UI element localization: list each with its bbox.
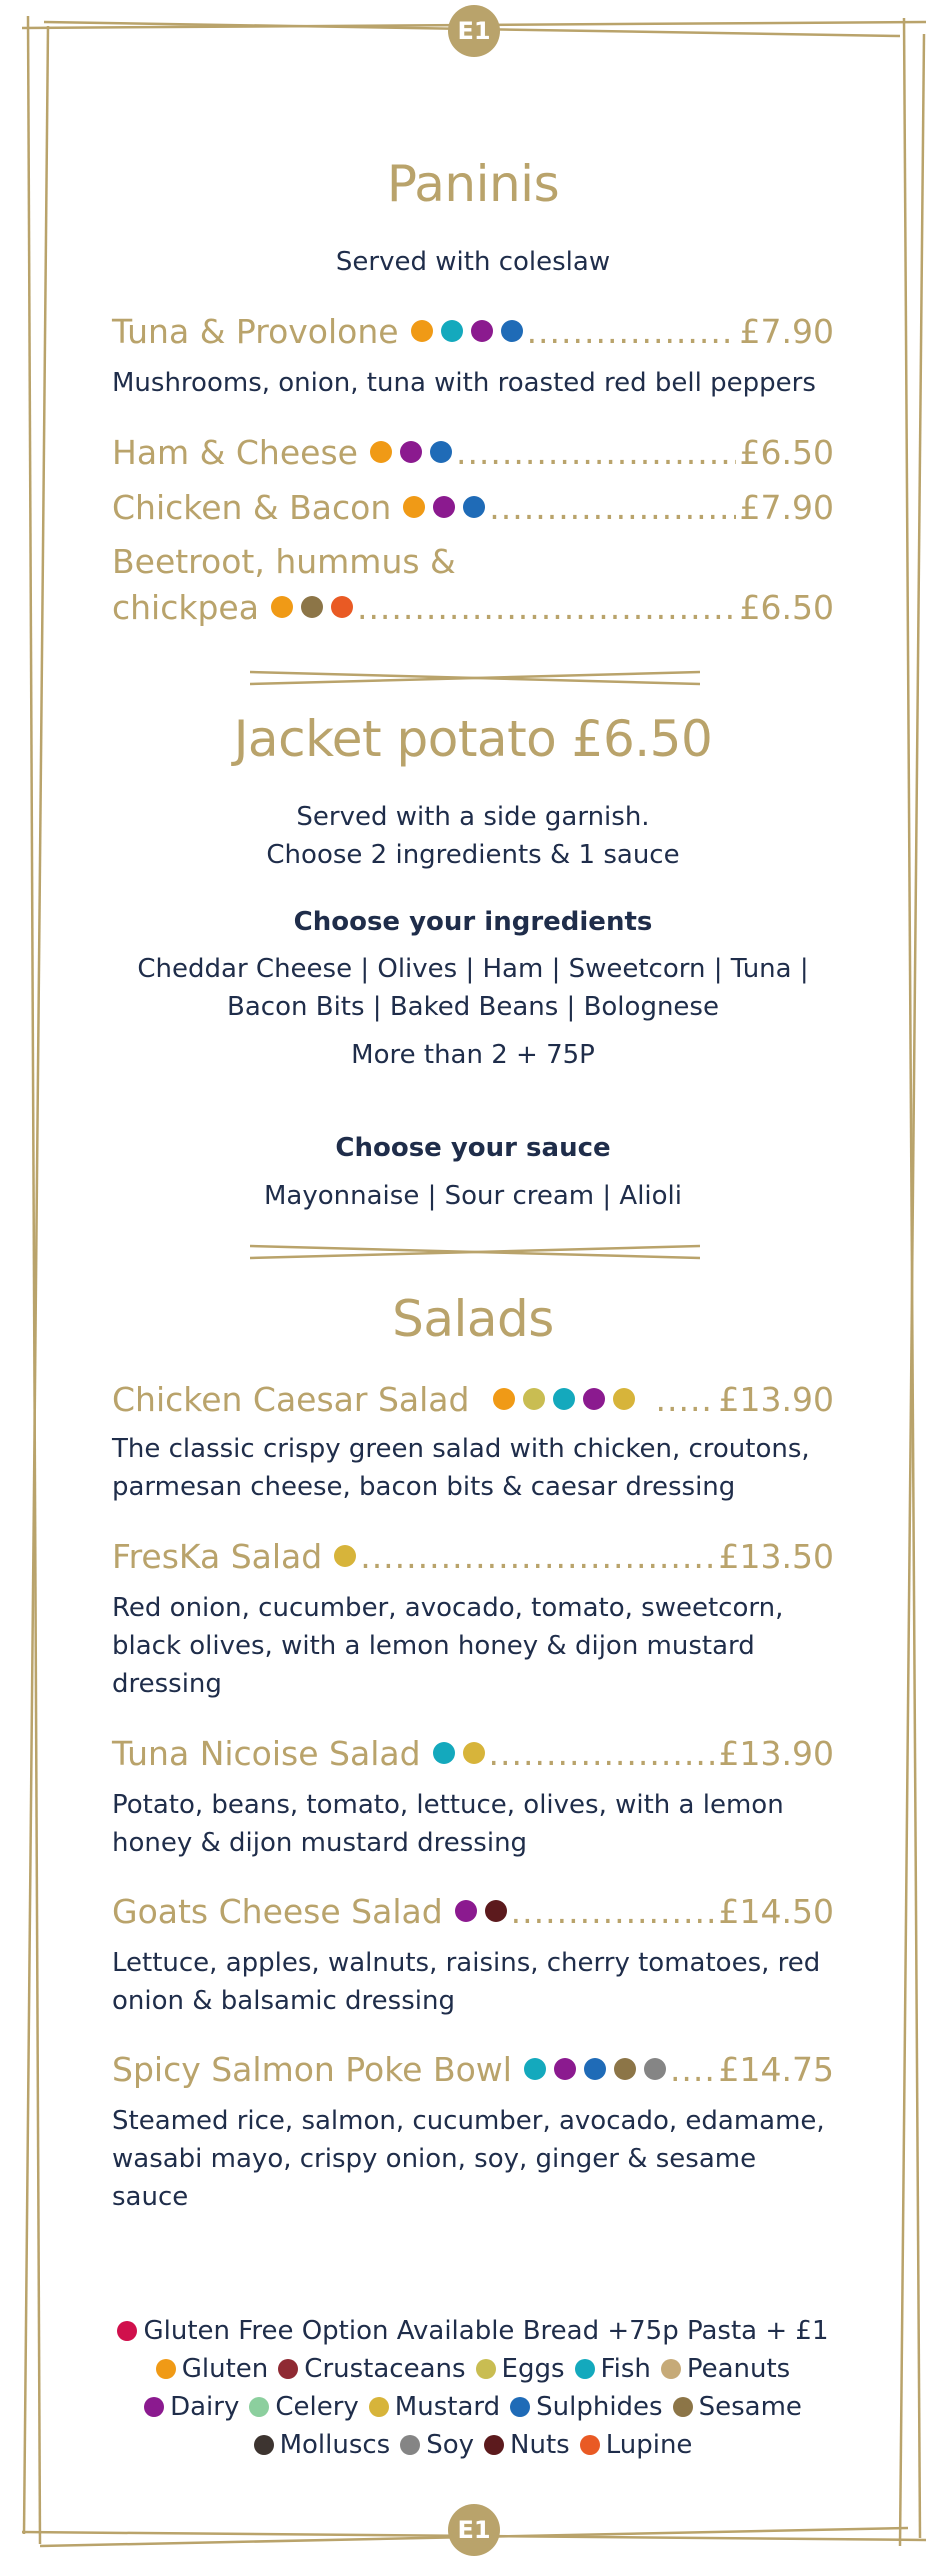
menu-item-freska xyxy=(112,1535,834,1579)
legend-label: Molluscs xyxy=(279,2430,391,2460)
legend-nuts xyxy=(484,2426,570,2464)
legend-label: Sulphides xyxy=(536,2392,663,2422)
gluten-dot-icon xyxy=(493,1388,515,1410)
legend-eggs xyxy=(476,2350,565,2388)
item-description-line-1: Lettuce, apples, walnuts, raisins, cherry tomatoes, red xyxy=(112,1948,821,1978)
mustard-dot-icon xyxy=(613,1388,635,1410)
menu-item-ham-cheese xyxy=(112,431,834,475)
legend-gluten xyxy=(156,2350,269,2388)
item-name: FresKa Salad xyxy=(112,1537,323,1576)
section-title-salads: Salads xyxy=(392,1290,554,1348)
legend-fish xyxy=(575,2350,651,2388)
dot-leader xyxy=(456,431,736,475)
legend-label: Crustaceans xyxy=(304,2354,466,2384)
item-name: Tuna Nicoise Salad xyxy=(112,1734,421,1773)
sauce-heading: Choose your sauce xyxy=(335,1133,611,1163)
legend-label: Gluten xyxy=(181,2354,269,2384)
soy-dot-icon xyxy=(400,2435,420,2455)
item-name: Chicken Caesar Salad xyxy=(112,1380,470,1419)
nuts-dot-icon xyxy=(485,1900,507,1922)
item-name: Chicken & Bacon xyxy=(112,488,392,527)
allergen-dots xyxy=(334,1545,356,1567)
gluten-dot-icon xyxy=(403,496,425,518)
dairy-dot-icon xyxy=(455,1900,477,1922)
menu-item-goats-cheese xyxy=(112,1890,834,1934)
item-price: £7.90 xyxy=(739,312,834,351)
dairy-dot-icon xyxy=(400,441,422,463)
item-description: Mushrooms, onion, tuna with roasted red bell peppers xyxy=(112,368,816,398)
mustard-dot-icon xyxy=(369,2397,389,2417)
item-description-line-2: onion & balsamic dressing xyxy=(112,1986,455,2016)
dot-leader xyxy=(489,486,735,530)
menu-item-chicken-caesar xyxy=(112,1378,834,1422)
legend-label: Dairy xyxy=(170,2392,240,2422)
legend-label: Soy xyxy=(426,2430,475,2460)
gluten-free-dot-icon xyxy=(117,2321,137,2341)
item-price: £7.90 xyxy=(739,488,834,527)
item-description-line-2: honey & dijon mustard dressing xyxy=(112,1828,528,1858)
dairy-dot-icon xyxy=(144,2397,164,2417)
allergen-dots xyxy=(493,1388,635,1410)
item-description-line-1: The classic crispy green salad with chicken, croutons, xyxy=(112,1434,810,1464)
item-price: £14.50 xyxy=(718,1892,834,1931)
legend-label: Eggs xyxy=(501,2354,565,2384)
jacket-line-2: Choose 2 ingredients & 1 sauce xyxy=(266,840,680,870)
item-description-line-1: Steamed rice, salmon, cucumber, avocado, edamame, xyxy=(112,2106,825,2136)
allergen-dots xyxy=(370,441,452,463)
eggs-dot-icon xyxy=(523,1388,545,1410)
item-description-line-3: dressing xyxy=(112,1669,222,1699)
jacket-line-1: Served with a side garnish. xyxy=(296,802,650,832)
gluten-dot-icon xyxy=(271,596,293,618)
legend-soy xyxy=(400,2426,474,2464)
menu-item-tuna-nicoise xyxy=(112,1732,834,1776)
section-subtitle-paninis: Served with coleslaw xyxy=(335,247,611,277)
item-name: Ham & Cheese xyxy=(112,433,358,472)
fish-dot-icon xyxy=(524,2058,546,2080)
dairy-dot-icon xyxy=(471,320,493,342)
allergen-legend xyxy=(112,2312,834,2464)
extra-ingredients-note: More than 2 + 75P xyxy=(351,1040,595,1070)
legend-lupine xyxy=(580,2426,693,2464)
dot-leader xyxy=(489,1732,715,1776)
sulphides-dot-icon xyxy=(501,320,523,342)
page-badge-bottom: E1 xyxy=(448,2504,500,2556)
gluten-dot-icon xyxy=(411,320,433,342)
legend-molluscs xyxy=(254,2426,391,2464)
allergen-dots xyxy=(433,1742,485,1764)
soy-dot-icon xyxy=(644,2058,666,2080)
item-description-line-1: Red onion, cucumber, avocado, tomato, sweetcorn, xyxy=(112,1593,784,1623)
fish-dot-icon xyxy=(433,1742,455,1764)
legend-label: Sesame xyxy=(698,2392,802,2422)
item-name: Tuna & Provolone xyxy=(112,312,399,351)
item-description-line-2: black olives, with a lemon honey & dijon mustard xyxy=(112,1631,755,1661)
gluten-dot-icon xyxy=(370,441,392,463)
fish-dot-icon xyxy=(575,2359,595,2379)
sulphides-dot-icon xyxy=(430,441,452,463)
legend-peanuts xyxy=(661,2350,790,2388)
allergen-dots xyxy=(271,596,353,618)
legend-gluten-free xyxy=(117,2312,828,2350)
eggs-dot-icon xyxy=(476,2359,496,2379)
fish-dot-icon xyxy=(441,320,463,342)
legend-sulphides xyxy=(510,2388,662,2426)
ingredients-line-2: Bacon Bits | Baked Beans | Bolognese xyxy=(227,992,719,1022)
legend-label: Mustard xyxy=(394,2392,501,2422)
legend-label: Peanuts xyxy=(686,2354,791,2384)
dot-leader xyxy=(670,2048,715,2092)
legend-mustard xyxy=(369,2388,500,2426)
item-price: £13.50 xyxy=(718,1537,834,1576)
section-title-jacket-potato: Jacket potato £6.50 xyxy=(233,710,713,768)
legend-label: Celery xyxy=(275,2392,359,2422)
allergen-dots xyxy=(524,2058,666,2080)
molluscs-dot-icon xyxy=(254,2435,274,2455)
gluten-dot-icon xyxy=(156,2359,176,2379)
item-description-line-2: wasabi mayo, crispy onion, soy, ginger & sesame sauce xyxy=(112,2144,757,2212)
allergen-dots xyxy=(403,496,485,518)
legend-label: Gluten Free Option Available Bread +75p Pasta + £1 xyxy=(143,2316,829,2346)
lupine-dot-icon xyxy=(331,596,353,618)
allergen-dots xyxy=(411,320,523,342)
legend-label: Lupine xyxy=(605,2430,693,2460)
legend-row-3 xyxy=(112,2388,834,2426)
legend-crustaceans xyxy=(278,2350,465,2388)
legend-label: Nuts xyxy=(510,2430,570,2460)
dot-leader xyxy=(527,310,736,354)
sesame-dot-icon xyxy=(614,2058,636,2080)
legend-row-1 xyxy=(112,2312,834,2350)
nuts-dot-icon xyxy=(484,2435,504,2455)
legend-label: Fish xyxy=(600,2354,651,2384)
sesame-dot-icon xyxy=(301,596,323,618)
sulphides-dot-icon xyxy=(463,496,485,518)
page-badge-top: E1 xyxy=(448,5,500,57)
menu-item-beetroot xyxy=(112,586,834,630)
item-name: Goats Cheese Salad xyxy=(112,1892,443,1931)
lupine-dot-icon xyxy=(580,2435,600,2455)
item-name: Spicy Salmon Poke Bowl xyxy=(112,2050,512,2089)
legend-row-2 xyxy=(112,2350,834,2388)
dot-leader xyxy=(655,1378,714,1422)
item-price: £6.50 xyxy=(739,588,834,627)
section-title-paninis: Paninis xyxy=(386,155,560,213)
allergen-dots xyxy=(455,1900,507,1922)
dairy-dot-icon xyxy=(433,496,455,518)
item-price: £14.75 xyxy=(718,2050,834,2089)
dot-leader xyxy=(357,586,736,630)
item-description-line-1: Potato, beans, tomato, lettuce, olives, with a lemon xyxy=(112,1790,784,1820)
legend-celery xyxy=(249,2388,358,2426)
ingredients-heading: Choose your ingredients xyxy=(293,907,653,937)
item-name: chickpea xyxy=(112,588,259,627)
mustard-dot-icon xyxy=(334,1545,356,1567)
item-description-line-2: parmesan cheese, bacon bits & caesar dressing xyxy=(112,1472,736,1502)
sauce-options: Mayonnaise | Sour cream | Alioli xyxy=(264,1181,682,1211)
dairy-dot-icon xyxy=(554,2058,576,2080)
crustaceans-dot-icon xyxy=(278,2359,298,2379)
peanuts-dot-icon xyxy=(661,2359,681,2379)
item-price: £13.90 xyxy=(718,1380,834,1419)
menu-item-chicken-bacon xyxy=(112,486,834,530)
sulphides-dot-icon xyxy=(584,2058,606,2080)
celery-dot-icon xyxy=(249,2397,269,2417)
dot-leader xyxy=(360,1535,714,1579)
sesame-dot-icon xyxy=(673,2397,693,2417)
dairy-dot-icon xyxy=(583,1388,605,1410)
fish-dot-icon xyxy=(553,1388,575,1410)
item-price: £6.50 xyxy=(739,433,834,472)
item-price: £13.90 xyxy=(718,1734,834,1773)
sulphides-dot-icon xyxy=(510,2397,530,2417)
menu-item-spicy-salmon-poke xyxy=(112,2048,834,2092)
item-name-line1: Beetroot, hummus & xyxy=(112,542,456,581)
legend-dairy xyxy=(144,2388,239,2426)
section-divider xyxy=(250,1242,700,1262)
dot-leader xyxy=(511,1890,715,1934)
section-divider xyxy=(250,668,700,688)
legend-row-4 xyxy=(112,2426,834,2464)
mustard-dot-icon xyxy=(463,1742,485,1764)
legend-sesame xyxy=(673,2388,802,2426)
ingredients-line-1: Cheddar Cheese | Olives | Ham | Sweetcorn | Tuna | xyxy=(137,954,809,984)
menu-item-tuna-provolone xyxy=(112,310,834,354)
